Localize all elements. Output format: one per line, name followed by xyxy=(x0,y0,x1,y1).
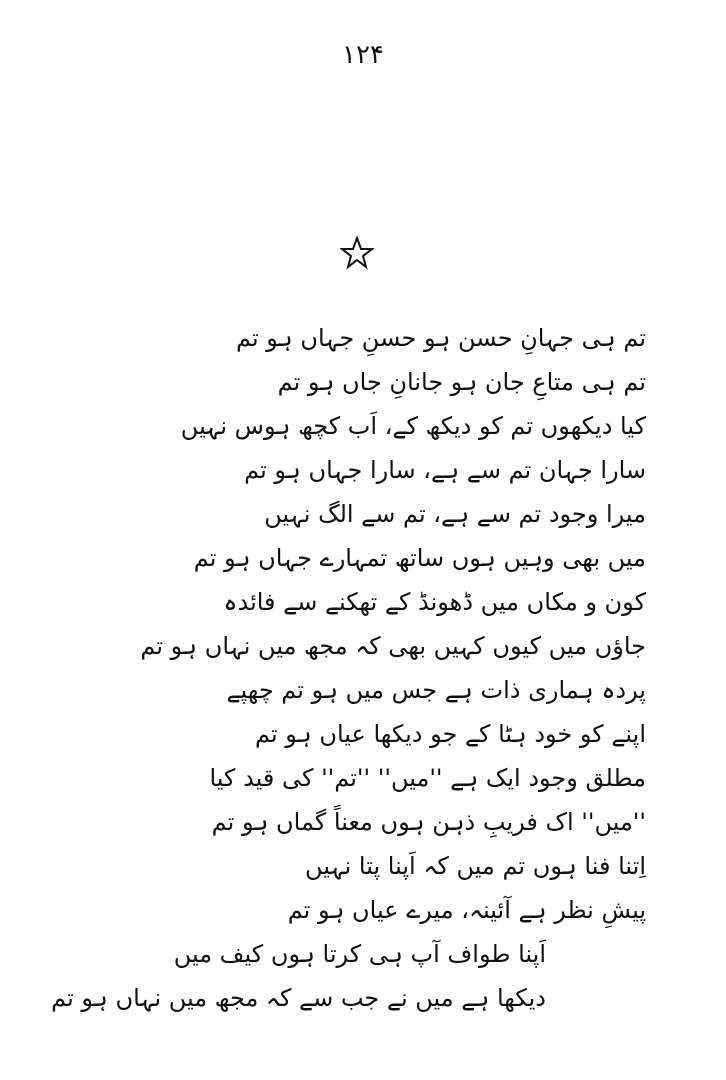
star-icon xyxy=(340,236,374,270)
poem-line: سارا جہان تم سے ہے، سارا جہاں ہو تم xyxy=(244,456,646,484)
poem-line: پیشِ نظر ہے آئینہ، میرے عیاں ہو تم xyxy=(287,896,646,924)
poem-line: میرا وجود تم سے ہے، تم سے الگ نہیں xyxy=(264,500,646,528)
poem-line: مطلق وجود ایک ہے ''میں'' ''تم'' کی قید کیا xyxy=(209,764,646,792)
poem-line: تم ہی متاعِ جان ہو جانانِ جاں ہو تم xyxy=(277,368,646,396)
poem-line: پردہ ہماری ذات ہے جس میں ہو تم چھپے xyxy=(226,676,646,704)
poem xyxy=(0,318,726,1012)
poem-line: جاؤں میں کیوں کہیں بھی کہ مجھ میں نہاں ہو تم xyxy=(140,632,646,660)
poem-line: اپنے کو خود ہٹا کے جو دیکھا عیاں ہو تم xyxy=(254,720,646,748)
poem-line: تم ہی جہانِ حسن ہو حسنِ جہاں ہو تم xyxy=(235,324,646,352)
page-number: ۱۲۴ xyxy=(342,40,384,70)
poem-line: کیا دیکھوں تم کو دیکھ کے، اَب کچھ ہوس نہیں xyxy=(180,412,646,440)
poem-line: اَپنا طواف آپ ہی کرتا ہوں کیف میں xyxy=(173,940,546,968)
poem-line: ''میں'' اک فریبِ ذہن ہوں معناً گماں ہو تم xyxy=(211,808,646,836)
poem-line: کون و مکاں میں ڈھونڈ کے تھکنے سے فائدہ xyxy=(223,588,646,616)
poem-line: دیکھا ہے میں نے جب سے کہ مجھ میں نہاں ہو تم xyxy=(51,984,546,1012)
poem-line: میں بھی وہیں ہوں ساتھ تمہارے جہاں ہو تم xyxy=(193,544,646,572)
poem-line: اِتنا فنا ہوں تم میں کہ اَپنا پتا نہیں xyxy=(305,852,646,880)
